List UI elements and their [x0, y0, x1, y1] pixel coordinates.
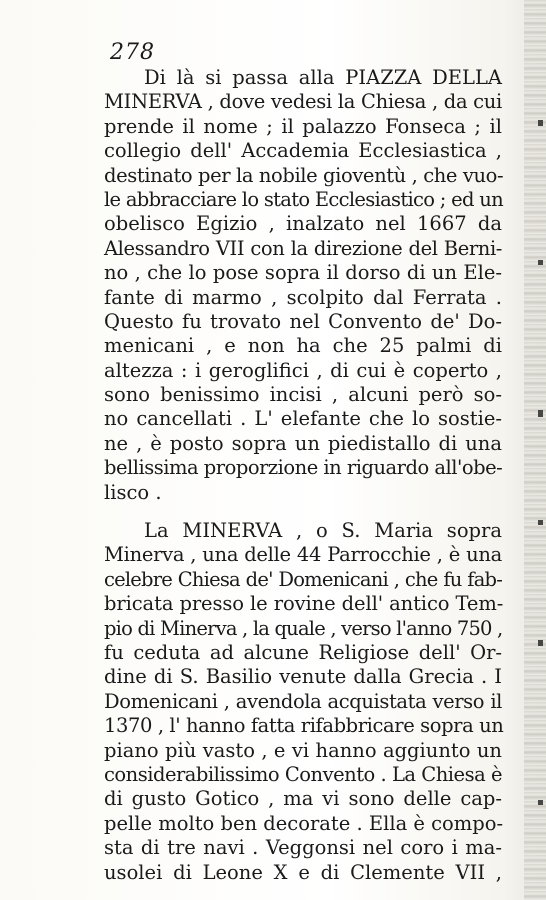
- binding-mark: [538, 800, 543, 805]
- text-line: fante di marmo , scolpito dal Ferrata .: [104, 285, 502, 309]
- binding-mark: [538, 120, 543, 126]
- text-line: sta di tre navi . Veggonsi nel coro i ma-: [104, 836, 502, 860]
- text-line: sono benissimo incisi , alcuni però so-: [104, 383, 502, 407]
- text-line: considerabilissimo Convento . La Chiesa è: [104, 762, 502, 786]
- binding-mark: [538, 640, 543, 646]
- text-line: destinato per la nobile gioventù , che vuo-: [104, 163, 504, 187]
- text-line: ne , è posto sopra un piedistallo di una: [104, 431, 502, 455]
- text-line: obelisco Egizio , inalzato nel 1667 da: [104, 212, 502, 236]
- text-line: no cancellati . L' elefante che lo sostie-: [104, 407, 502, 431]
- text-line: no , che lo pose sopra il dorso di un Ele-: [104, 261, 502, 285]
- text-line: fu ceduta ad alcune Religiose dell' Or-: [104, 640, 502, 664]
- text-line: pio di Minerva , la quale , verso l'anno 750 ,: [104, 616, 503, 640]
- paragraph-la-minerva: [104, 519, 502, 885]
- text-line: La MINERVA , o S. Maria sopra: [144, 519, 502, 543]
- text-line: bellissima proporzione in riguardo all'obe-: [104, 456, 503, 480]
- text-line: Minerva , una delle 44 Parrocchie , è una: [104, 543, 502, 567]
- text-line: collegio dell' Accademia Ecclesiastica ,: [104, 139, 502, 163]
- binding-mark: [538, 410, 543, 417]
- text-line: Domenicani , avendola acquistata verso il: [104, 689, 502, 713]
- text-line: pelle molto ben decorate . Ella è compo-: [104, 811, 504, 835]
- text-line: 1370 , l' hanno fatta rifabbricare sopra un: [104, 714, 504, 738]
- text-line: Alessandro VII con la direzione del Berni-: [104, 236, 502, 260]
- binding-mark: [538, 260, 543, 265]
- text-line: lisco .: [104, 480, 162, 504]
- paragraph-piazza-della-minerva: [104, 66, 502, 505]
- text-line: altezza : i geroglifici , di cui è coperto ,: [104, 358, 502, 382]
- text-line: le abbracciare lo stato Ecclesiastico ; ed un: [104, 187, 503, 211]
- text-line: di gusto Gotico , ma vi sono delle cap-: [104, 787, 502, 811]
- text-line: prende il nome ; il palazzo Fonseca ; il: [104, 114, 502, 138]
- text-line: celebre Chiesa de' Domenicani , che fu fab-: [104, 567, 502, 591]
- text-line: usolei di Leone X e di Clemente VII ,: [104, 860, 502, 884]
- text-line: Di là si passa alla PIAZZA DELLA: [144, 66, 502, 89]
- page-number: 278: [110, 40, 155, 65]
- text-line: Questo fu trovato nel Convento de' Do-: [104, 309, 502, 333]
- binding-mark: [538, 520, 543, 525]
- text-line: MINERVA , dove vedesi la Chiesa , da cui: [104, 90, 502, 114]
- text-line: dine di S. Basilio venute dalla Grecia . I: [104, 665, 502, 689]
- text-line: bricata presso le rovine dell' antico Tem-: [104, 592, 504, 616]
- text-line: piano più vasto , e vi hanno aggiunto un: [104, 738, 502, 762]
- body-text: [104, 66, 502, 885]
- text-line: menicani , e non ha che 25 palmi di: [104, 334, 502, 358]
- paragraph-gap: [104, 505, 502, 519]
- book-binding-edge: [524, 0, 546, 900]
